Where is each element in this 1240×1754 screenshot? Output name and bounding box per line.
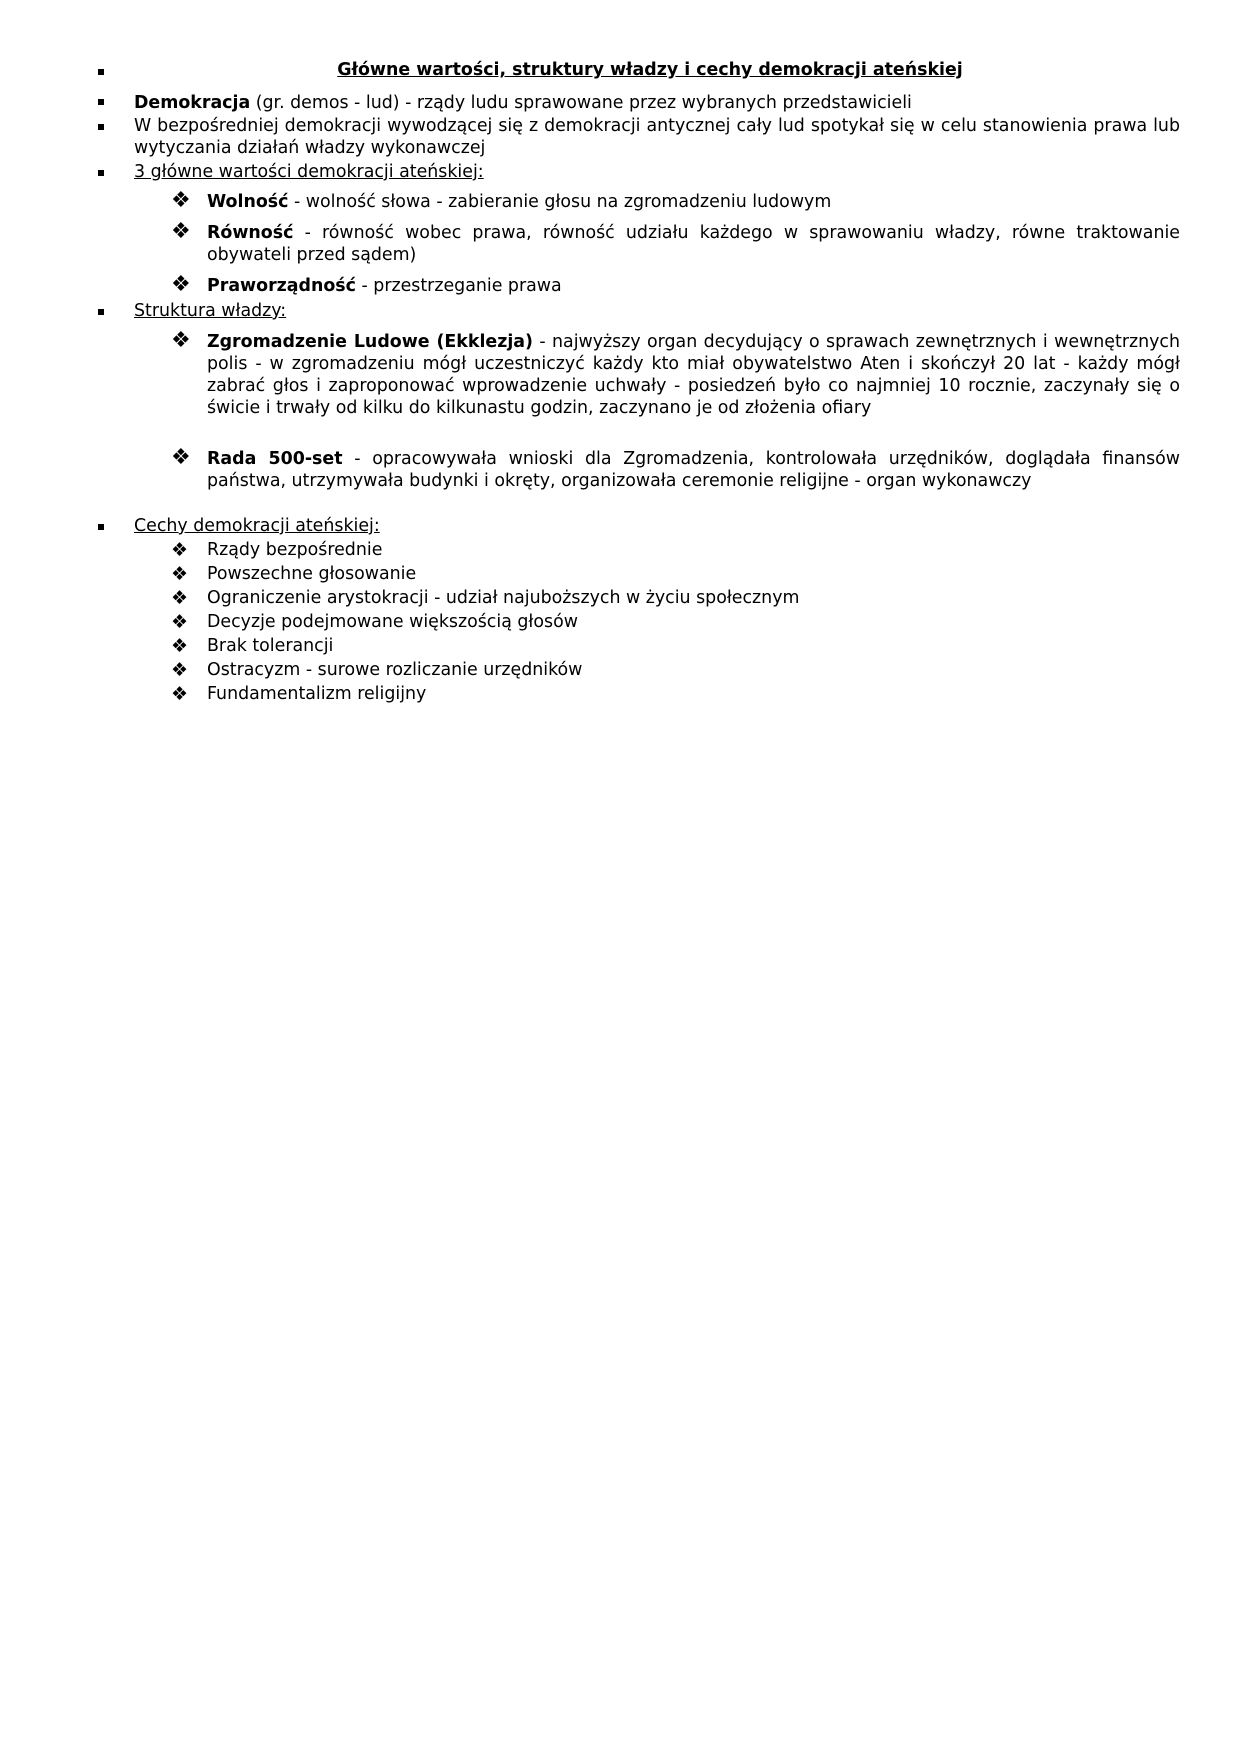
value-desc: - przestrzeganie prawa — [355, 276, 562, 296]
square-bullet-icon — [98, 524, 104, 530]
feature-item: Brak tolerancji — [207, 636, 334, 656]
diamond-bullet-icon: ❖ — [171, 659, 189, 681]
diamond-bullet-icon: ❖ — [171, 635, 189, 657]
diamond-bullet-icon: ❖ — [171, 563, 189, 585]
structure-desc: - opracowywała wnioski dla Zgromadzenia, kontrolowała urzędników, doglądała finansów państwa, utrzymywała budynki i okręty, organizowała ceremonie religijne - organ wykonawczy — [207, 449, 1181, 491]
page-title: Główne wartości, struktury władzy i cechy demokracji ateńskiej — [337, 60, 963, 80]
diamond-bullet-icon: ❖ — [171, 539, 189, 561]
value-term: Równość — [207, 223, 294, 243]
feature-item: Powszechne głosowanie — [207, 564, 417, 584]
square-bullet-icon — [98, 124, 104, 130]
value-item-wolnosc — [207, 191, 1180, 213]
feature-item: Ostracyzm - surowe rozliczanie urzędników — [207, 660, 583, 680]
feature-item: Decyzje podejmowane większością głosów — [207, 612, 578, 632]
value-term: Praworządność — [207, 276, 356, 296]
diamond-bullet-icon: ❖ — [171, 219, 191, 244]
heading-structure: Struktura władzy: — [134, 301, 287, 321]
square-bullet-icon — [98, 309, 104, 315]
diamond-bullet-icon: ❖ — [171, 587, 189, 609]
heading-values: 3 główne wartości demokracji ateńskiej: — [134, 162, 484, 182]
feature-item: Ograniczenie arystokracji - udział najuboższych w życiu społecznym — [207, 588, 800, 608]
structure-desc: - najwyższy organ decydujący o sprawach zewnętrznych i wewnętrznych polis - w zgromadzeniu mógł uczestniczyć każdy kto miał obywatelstwo Aten i skończył 20 lat - każdy mógł zabrać głos i zaproponować wprowadzenie uchwały - posiedzeń było co najmniej 10 rocznie, zaczynały się o świcie i trwały od kilku do kilkunastu godzin, zaczynano je od złożenia ofiary — [207, 332, 1181, 418]
square-bullet-icon — [98, 99, 104, 105]
diamond-bullet-icon: ❖ — [171, 445, 191, 470]
diamond-bullet-icon: ❖ — [171, 683, 189, 705]
definition-text: (gr. demos - lud) - rządy ludu sprawowane przez wybranych przedstawicieli — [250, 93, 912, 113]
paragraph-direct-democracy: W bezpośredniej demokracji wywodzącej się z demokracji antycznej cały lud spotykał się w celu stanowienia prawa lub wytyczania działań władzy wykonawczej — [134, 116, 1180, 158]
feature-item: Fundamentalizm religijny — [207, 684, 427, 704]
value-term: Wolność — [207, 192, 289, 212]
square-bullet-icon — [98, 170, 104, 176]
heading-features: Cechy demokracji ateńskiej: — [134, 516, 380, 536]
structure-term: Rada 500-set — [207, 449, 343, 469]
feature-item: Rządy bezpośrednie — [207, 540, 383, 560]
diamond-bullet-icon: ❖ — [171, 272, 191, 297]
term-demokracja: Demokracja — [134, 93, 251, 113]
square-bullet-icon — [98, 69, 104, 75]
value-desc: - wolność słowa - zabieranie głosu na zgromadzeniu ludowym — [288, 192, 832, 212]
diamond-bullet-icon: ❖ — [171, 328, 191, 353]
value-item-praworzadnosc — [207, 275, 1180, 297]
diamond-bullet-icon: ❖ — [171, 188, 191, 213]
structure-item-rada — [207, 448, 1180, 492]
diamond-bullet-icon: ❖ — [171, 611, 189, 633]
structure-term: Zgromadzenie Ludowe (Ekklezja) — [207, 332, 533, 352]
value-item-rownosc — [207, 222, 1180, 266]
value-desc: - równość wobec prawa, równość udziału każdego w sprawowaniu władzy, równe traktowanie obywateli przed sądem) — [207, 223, 1180, 265]
definition-demokracja — [134, 92, 1180, 114]
structure-item-ekklezja — [207, 331, 1180, 419]
